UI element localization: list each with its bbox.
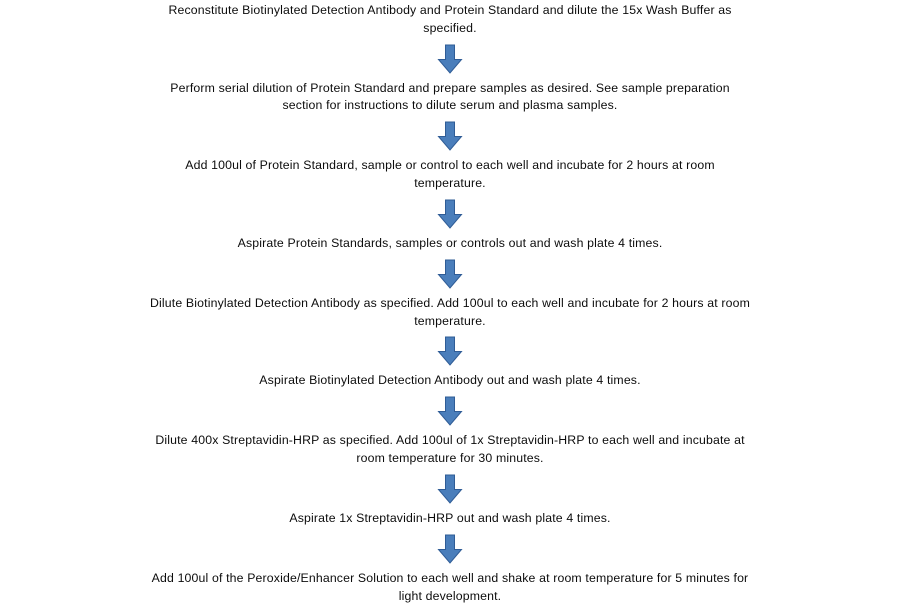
down-arrow-icon [437,199,463,229]
flow-connector [437,534,463,564]
flow-connector [437,121,463,151]
down-arrow-icon [437,336,463,366]
down-arrow-icon [437,44,463,74]
flow-connector [437,259,463,289]
down-arrow-icon [437,474,463,504]
down-arrow-icon [437,259,463,289]
flow-connector [437,474,463,504]
flow-step: Perform serial dilution of Protein Standard and prepare samples as desired. See sample preparation section for instructions to dilute serum and plasma samples. [170,80,730,113]
flow-step: Aspirate Biotinylated Detection Antibody out and wash plate 4 times. [259,373,641,388]
flow-step: Aspirate Protein Standards, samples or controls out and wash plate 4 times. [237,235,663,250]
flow-step: Dilute Biotinylated Detection Antibody as specified. Add 100ul to each well and incubate for 2 hours at room temperature. [150,295,750,328]
flow-connector [437,199,463,229]
down-arrow-icon [437,534,463,564]
down-arrow-icon [437,396,463,426]
flow-step: Dilute 400x Streptavidin-HRP as specified. Add 100ul of 1x Streptavidin-HRP to each well and incubate at room temperature for 30 minutes. [155,433,745,466]
flow-step: Reconstitute Biotinylated Detection Antibody and Protein Standard and dilute the 15x Wash Buffer as specified. [168,3,732,35]
flow-step: Aspirate 1x Streptavidin-HRP out and wash plate 4 times. [289,510,611,525]
flow-connector [437,44,463,74]
flow-connector [437,396,463,426]
flow-step: Add 100ul of Protein Standard, sample or control to each well and incubate for 2 hours at room temperature. [185,158,715,191]
flow-connector [437,336,463,366]
down-arrow-icon [437,121,463,151]
flow-step: Add 100ul of the Peroxide/Enhancer Solution to each well and shake at room temperature for 5 minutes for light development. [151,570,749,603]
